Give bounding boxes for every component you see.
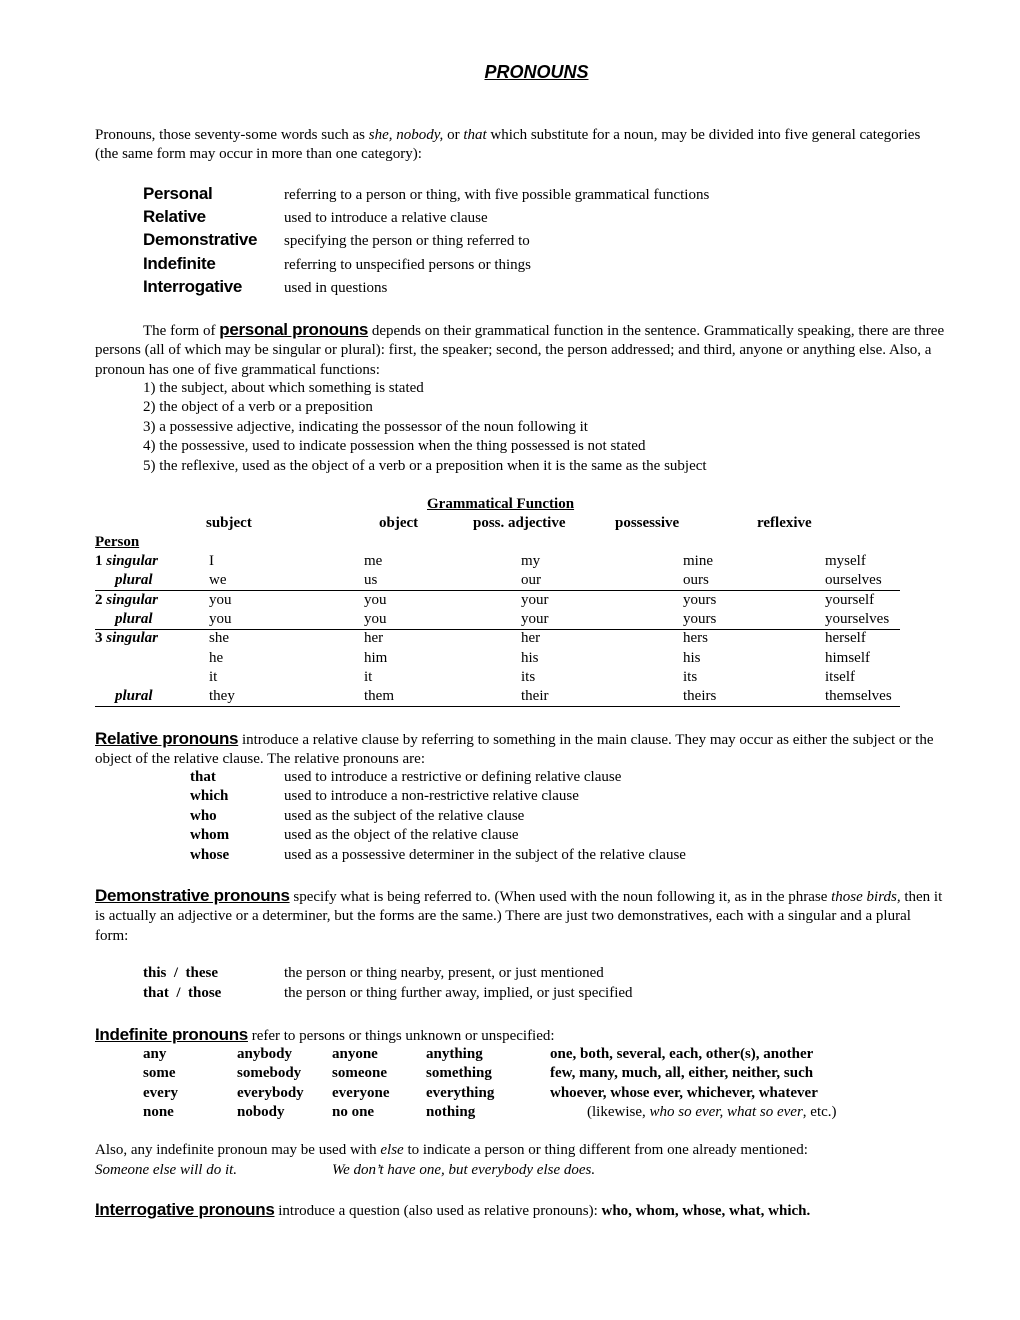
section-heading: personal pronouns <box>219 320 369 339</box>
table-cell: you <box>209 610 232 627</box>
table-row <box>95 610 900 630</box>
indefinite-pronoun: something <box>426 1065 492 1082</box>
table-cell: them <box>364 688 394 705</box>
indefinite-pronoun: someone <box>332 1065 387 1082</box>
indefinite-pronoun: one, both, several, each, other(s), another <box>550 1046 814 1062</box>
section-heading: Relative pronouns <box>95 729 239 748</box>
table-cell: they <box>209 688 235 705</box>
interrogative-paragraph <box>95 1200 810 1221</box>
person-number: 1 <box>95 553 103 569</box>
table-cell: yourselves <box>825 610 890 627</box>
indefinite-pronoun: any <box>143 1046 167 1062</box>
table-row <box>95 552 900 571</box>
person-number: 2 <box>95 591 103 608</box>
table-cell: herself <box>825 630 866 647</box>
table-cell: you <box>364 591 387 608</box>
category-description: referring to a person or thing, with five possible grammatical functions <box>284 187 710 203</box>
relative-description: used as the subject of the relative clause <box>284 807 525 824</box>
text: which substitute for a noun, may be divided into five general categories (the same form may occur in more than one category): <box>95 127 921 163</box>
text: depends on their grammatical function in the sentence. Grammatically speaking, there are three persons (all of which may be singular or plural): first, the speaker; second, the person addressed; and third, anyone or anything else. Also, a pronoun has one of five grammatical functions: <box>95 323 945 378</box>
function-item: 4) the possessive, used to indicate possession when the thing possessed is not stated <box>143 438 646 455</box>
indefinite-pronoun: some <box>143 1065 176 1082</box>
indefinite-pronoun: everyone <box>332 1084 390 1101</box>
row-label <box>95 552 158 571</box>
indefinite-pronoun: nobody <box>237 1104 285 1121</box>
row-label <box>115 571 153 590</box>
interrogative-list: who, whom, whose, what, which. <box>601 1203 811 1219</box>
table-cell: itself <box>825 668 855 685</box>
page-title: PRONOUNS <box>484 62 589 82</box>
text: introduce a question (also used as relative pronouns): <box>274 1203 602 1219</box>
number-label: plural <box>115 572 153 589</box>
relative-description: used as the object of the relative clause <box>284 827 519 844</box>
person-label: Person <box>95 534 140 550</box>
table-cell: our <box>521 572 541 589</box>
indefinite-pronoun: anyone <box>332 1046 378 1062</box>
indefinite-pronoun: few, many, much, all, either, neither, such <box>550 1065 814 1082</box>
table-cell: their <box>521 688 549 705</box>
table-cell: it <box>209 668 218 685</box>
indefinite-pronoun: somebody <box>237 1065 302 1082</box>
table-row <box>95 668 900 687</box>
table-cell: us <box>364 572 378 589</box>
table-cell: myself <box>825 553 866 569</box>
table-cell: ours <box>683 572 709 589</box>
text: Pronouns, those seventy-some words such as <box>95 127 369 143</box>
table-cell: my <box>521 553 541 569</box>
table-cell: you <box>364 610 387 627</box>
number-label: plural <box>115 688 153 705</box>
number-label: singular <box>106 630 158 647</box>
text: or <box>443 127 464 143</box>
indefinite-pronoun: anybody <box>237 1046 293 1062</box>
demonstrative-pronoun: this / these <box>143 965 218 981</box>
personal-paragraph <box>95 320 945 380</box>
table-row <box>95 687 900 707</box>
text: (likewise, <box>587 1104 650 1120</box>
example: she, nobody, <box>368 127 444 143</box>
intro-paragraph <box>95 126 945 165</box>
column-header: object <box>379 515 419 531</box>
section-heading: Demonstrative pronouns <box>95 886 290 905</box>
relative-pronoun: whose <box>190 846 230 863</box>
indefinite-pronoun: whoever, whose ever, whichever, whatever <box>550 1084 818 1101</box>
category-description: specifying the person or thing referred to <box>284 233 530 250</box>
section-heading: Indefinite pronouns <box>95 1025 248 1044</box>
function-item: 1) the subject, about which something is stated <box>143 380 424 396</box>
table-cell: yours <box>683 591 717 608</box>
table-cell: hers <box>683 630 708 647</box>
text: refer to persons or things unknown or unspecified: <box>247 1028 555 1044</box>
category-description: referring to unspecified persons or things <box>284 256 532 273</box>
indefinite-pronoun: everything <box>426 1084 495 1101</box>
category-description: used in questions <box>284 279 388 296</box>
text: then it is actually an adjective or a determiner, but the forms are the same.) There are just two demonstratives, each with a singular and a plural form: <box>95 889 943 944</box>
row-label <box>115 610 153 629</box>
category-name: Relative <box>143 207 206 227</box>
indefinite-pronoun: none <box>143 1104 174 1121</box>
table-row <box>95 629 900 648</box>
number-label: singular <box>106 553 158 569</box>
else-paragraph <box>95 1141 808 1160</box>
indefinite-paragraph <box>95 1025 945 1046</box>
text: , etc.) <box>802 1104 837 1120</box>
table-row <box>95 571 900 591</box>
table-cell: your <box>521 610 549 627</box>
table-row <box>95 649 900 668</box>
indefinite-pronoun: no one <box>332 1104 375 1121</box>
table-cell: yourself <box>825 591 875 608</box>
table-cell: himself <box>825 649 870 666</box>
indefinite-pronoun: anything <box>426 1046 483 1062</box>
table-cell: it <box>364 668 373 685</box>
table-cell: his <box>521 649 539 666</box>
table-cell: me <box>364 553 383 569</box>
indefinite-pronoun: everybody <box>237 1084 304 1101</box>
table-cell: her <box>521 630 541 647</box>
table-cell: him <box>364 649 388 666</box>
relative-pronoun: whom <box>190 827 230 844</box>
example: those birds, <box>831 889 901 905</box>
table-cell: your <box>521 591 549 608</box>
column-header: subject <box>206 515 252 531</box>
function-item: 5) the reflexive, used as the object of a verb or a preposition when it is the same as the subject <box>143 457 707 474</box>
table-cell: he <box>209 649 224 666</box>
function-item: 3) a possessive adjective, indicating the possessor of the noun following it <box>143 418 588 435</box>
number-label: plural <box>115 610 153 627</box>
relative-pronoun: who <box>190 807 217 824</box>
text: specify what is being referred to. (When used with the noun following it, as in the phrase <box>289 889 832 905</box>
category-name: Interrogative <box>143 276 243 296</box>
table-cell: its <box>521 668 536 685</box>
table-cell: you <box>209 591 232 608</box>
likewise-note <box>587 1103 837 1122</box>
table-cell: her <box>364 630 384 647</box>
example: who so ever, what so ever <box>649 1104 803 1120</box>
relative-description: used to introduce a restrictive or defining relative clause <box>284 769 622 785</box>
table-cell: mine <box>683 553 713 569</box>
example: that <box>463 127 487 143</box>
relative-pronoun: that <box>190 769 216 785</box>
example-2: We don’t have one, but everybody else does. <box>332 1162 596 1178</box>
example-1: Someone else will do it. <box>95 1162 238 1178</box>
demonstrative-description: the person or thing nearby, present, or just mentioned <box>284 965 604 981</box>
row-label <box>115 687 153 706</box>
row-label <box>95 591 158 610</box>
category-description: used to introduce a relative clause <box>284 210 488 227</box>
row-label <box>95 629 158 648</box>
demonstrative-paragraph <box>95 886 945 946</box>
demonstrative-pronoun: that / those <box>143 984 222 1001</box>
table-cell: I <box>209 553 214 569</box>
text: Also, any indefinite pronoun may be used with <box>95 1142 381 1158</box>
indefinite-pronoun: nothing <box>426 1104 476 1121</box>
table-cell: theirs <box>683 688 717 705</box>
example: else <box>380 1142 404 1158</box>
table-cell: his <box>683 649 701 666</box>
indefinite-pronoun: every <box>143 1084 178 1101</box>
column-header: poss. adjective <box>473 515 566 531</box>
text: to indicate a person or thing different from one already mentioned: <box>403 1142 808 1158</box>
relative-description: used as a possessive determiner in the subject of the relative clause <box>284 846 686 863</box>
table-cell: its <box>683 668 698 685</box>
number-label: singular <box>106 591 158 608</box>
category-name: Personal <box>143 184 213 203</box>
person-number: 3 <box>95 630 103 647</box>
section-heading: Interrogative pronouns <box>95 1200 275 1219</box>
relative-pronoun: which <box>190 788 229 805</box>
demonstrative-description: the person or thing further away, implied, or just specified <box>284 984 633 1001</box>
column-header: possessive <box>615 515 680 531</box>
table-cell: ourselves <box>825 572 882 589</box>
column-header: reflexive <box>757 515 812 531</box>
text: The form of <box>143 323 220 339</box>
table-row <box>95 591 900 610</box>
table-cell: we <box>209 572 227 589</box>
table-caption: Grammatical Function <box>427 496 575 512</box>
relative-paragraph <box>95 729 945 770</box>
function-item: 2) the object of a verb or a preposition <box>143 399 373 416</box>
text: introduce a relative clause by referring to something in the main clause. They may occur as either the subject or the object of the relative clause. The relative pronouns are: <box>95 732 934 768</box>
relative-description: used to introduce a non-restrictive relative clause <box>284 788 579 805</box>
table-cell: themselves <box>825 688 892 705</box>
category-name: Demonstrative <box>143 230 258 250</box>
category-name: Indefinite <box>143 253 216 273</box>
table-cell: yours <box>683 610 717 627</box>
table-cell: she <box>209 630 229 647</box>
